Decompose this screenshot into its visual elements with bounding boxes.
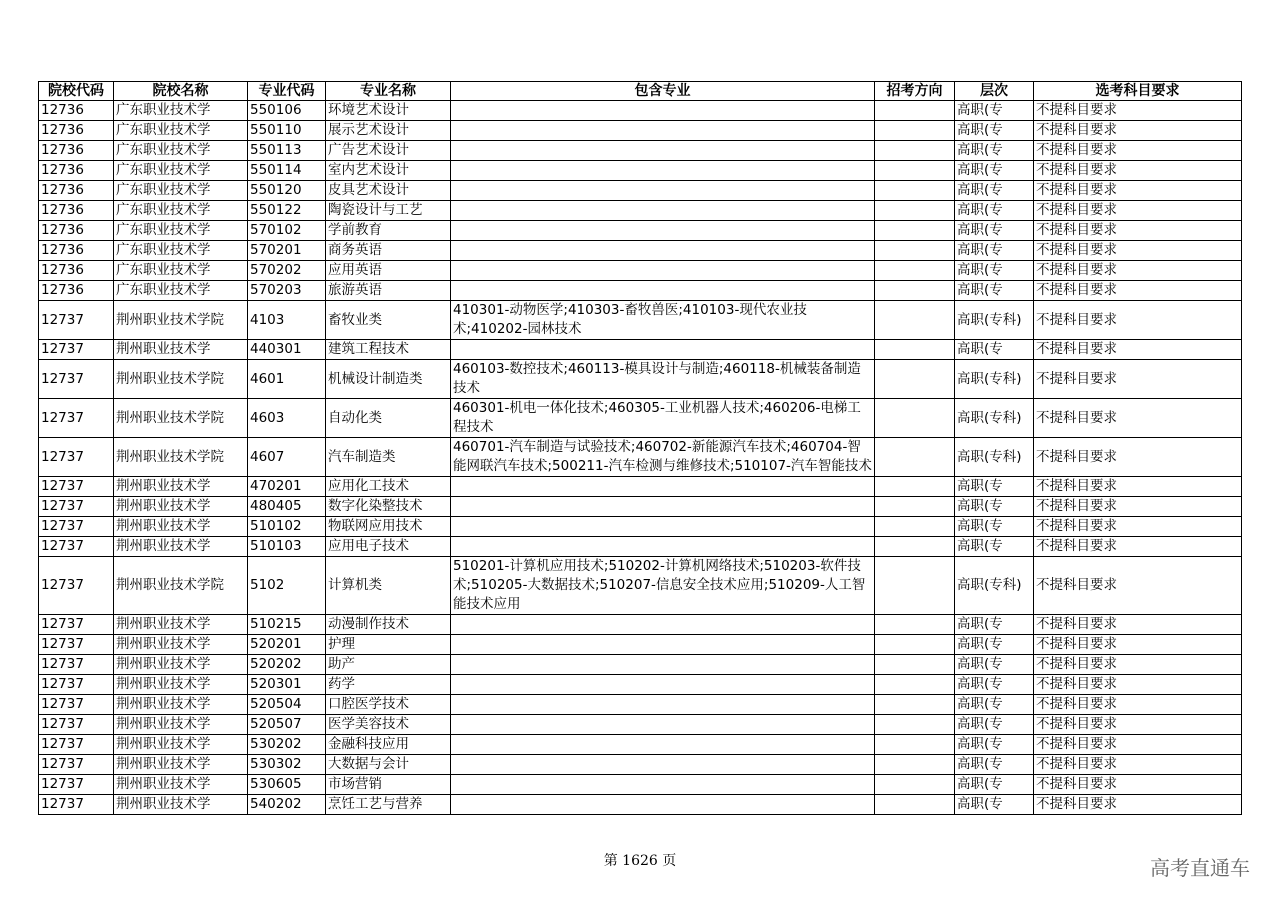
cell-included-majors: [451, 181, 875, 201]
cell-included-majors: [451, 477, 875, 497]
cell-subject-requirement: 不提科目要求: [1034, 101, 1242, 121]
cell-level: 高职(专: [955, 695, 1034, 715]
table-row: [39, 101, 1242, 121]
cell-level: 高职(专: [955, 181, 1034, 201]
cell-major-name: 展示艺术设计: [326, 121, 451, 141]
cell-school-name: 广东职业技术学: [114, 221, 248, 241]
header-school-code: 院校代码: [39, 82, 114, 101]
table-row: [39, 181, 1242, 201]
cell-school-code: 12737: [39, 557, 114, 615]
cell-major-name: 皮具艺术设计: [326, 181, 451, 201]
cell-major-code: 550114: [248, 161, 326, 181]
cell-included-majors: 410301-动物医学;410303-畜牧兽医;410103-现代农业技术;410202-园林技术: [451, 301, 875, 340]
table-row: [39, 340, 1242, 360]
cell-level: 高职(专科): [955, 399, 1034, 438]
cell-level: 高职(专: [955, 497, 1034, 517]
cell-level: 高职(专: [955, 161, 1034, 181]
header-direction: 招考方向: [875, 82, 955, 101]
cell-major-code: 4603: [248, 399, 326, 438]
cell-subject-requirement: 不提科目要求: [1034, 399, 1242, 438]
cell-major-name: 口腔医学技术: [326, 695, 451, 715]
cell-school-code: 12737: [39, 655, 114, 675]
table-row: [39, 537, 1242, 557]
cell-major-code: 550106: [248, 101, 326, 121]
cell-included-majors: 510201-计算机应用技术;510202-计算机网络技术;510203-软件技术;510205-大数据技术;510207-信息安全技术应用;510209-人工智能技术应用: [451, 557, 875, 615]
cell-subject-requirement: 不提科目要求: [1034, 261, 1242, 281]
cell-included-majors: [451, 755, 875, 775]
cell-school-name: 广东职业技术学: [114, 201, 248, 221]
cell-major-code: 530302: [248, 755, 326, 775]
cell-level: 高职(专: [955, 101, 1034, 121]
cell-school-name: 荆州职业技术学: [114, 497, 248, 517]
cell-school-code: 12737: [39, 438, 114, 477]
cell-major-name: 商务英语: [326, 241, 451, 261]
cell-major-name: 计算机类: [326, 557, 451, 615]
cell-major-code: 520301: [248, 675, 326, 695]
cell-school-code: 12737: [39, 615, 114, 635]
cell-school-name: 荆州职业技术学: [114, 795, 248, 815]
cell-school-code: 12737: [39, 399, 114, 438]
cell-included-majors: 460701-汽车制造与试验技术;460702-新能源汽车技术;460704-智能网联汽车技术;500211-汽车检测与维修技术;510107-汽车智能技术: [451, 438, 875, 477]
cell-subject-requirement: 不提科目要求: [1034, 497, 1242, 517]
cell-major-code: 550120: [248, 181, 326, 201]
table-row: [39, 261, 1242, 281]
cell-major-code: 520504: [248, 695, 326, 715]
cell-school-name: 荆州职业技术学: [114, 517, 248, 537]
table-row: [39, 635, 1242, 655]
cell-direction: [875, 261, 955, 281]
cell-subject-requirement: 不提科目要求: [1034, 635, 1242, 655]
cell-major-name: 环境艺术设计: [326, 101, 451, 121]
cell-direction: [875, 715, 955, 735]
cell-school-code: 12736: [39, 221, 114, 241]
header-included-majors: 包含专业: [451, 82, 875, 101]
cell-school-code: 12737: [39, 695, 114, 715]
table-row: [39, 615, 1242, 635]
cell-major-code: 440301: [248, 340, 326, 360]
table-row: [39, 655, 1242, 675]
cell-school-name: 荆州职业技术学: [114, 635, 248, 655]
cell-major-code: 530605: [248, 775, 326, 795]
cell-school-name: 荆州职业技术学院: [114, 557, 248, 615]
cell-major-name: 动漫制作技术: [326, 615, 451, 635]
cell-included-majors: [451, 735, 875, 755]
cell-level: 高职(专: [955, 261, 1034, 281]
cell-direction: [875, 635, 955, 655]
cell-subject-requirement: 不提科目要求: [1034, 281, 1242, 301]
cell-level: 高职(专: [955, 755, 1034, 775]
cell-school-name: 荆州职业技术学: [114, 655, 248, 675]
cell-direction: [875, 695, 955, 715]
cell-major-name: 畜牧业类: [326, 301, 451, 340]
table-row: [39, 281, 1242, 301]
cell-school-code: 12737: [39, 735, 114, 755]
cell-direction: [875, 438, 955, 477]
table-row: [39, 715, 1242, 735]
cell-major-code: 4103: [248, 301, 326, 340]
cell-major-code: 570201: [248, 241, 326, 261]
cell-school-name: 广东职业技术学: [114, 281, 248, 301]
cell-subject-requirement: 不提科目要求: [1034, 537, 1242, 557]
cell-level: 高职(专: [955, 121, 1034, 141]
cell-major-code: 520202: [248, 655, 326, 675]
cell-direction: [875, 755, 955, 775]
cell-direction: [875, 399, 955, 438]
cell-included-majors: [451, 161, 875, 181]
cell-direction: [875, 655, 955, 675]
cell-direction: [875, 141, 955, 161]
header-level: 层次: [955, 82, 1034, 101]
cell-major-name: 汽车制造类: [326, 438, 451, 477]
cell-major-name: 机械设计制造类: [326, 360, 451, 399]
cell-major-code: 570102: [248, 221, 326, 241]
cell-major-code: 4607: [248, 438, 326, 477]
cell-school-code: 12737: [39, 775, 114, 795]
cell-major-name: 护理: [326, 635, 451, 655]
cell-level: 高职(专科): [955, 301, 1034, 340]
cell-included-majors: [451, 635, 875, 655]
cell-major-name: 助产: [326, 655, 451, 675]
cell-direction: [875, 121, 955, 141]
cell-major-code: 550110: [248, 121, 326, 141]
cell-school-code: 12736: [39, 261, 114, 281]
cell-included-majors: 460301-机电一体化技术;460305-工业机器人技术;460206-电梯工程技术: [451, 399, 875, 438]
table-row: [39, 221, 1242, 241]
cell-level: 高职(专: [955, 517, 1034, 537]
cell-subject-requirement: 不提科目要求: [1034, 340, 1242, 360]
table-row: [39, 360, 1242, 399]
cell-major-name: 建筑工程技术: [326, 340, 451, 360]
cell-included-majors: [451, 201, 875, 221]
table-row: [39, 557, 1242, 615]
cell-direction: [875, 101, 955, 121]
cell-major-name: 金融科技应用: [326, 735, 451, 755]
cell-school-code: 12736: [39, 161, 114, 181]
cell-major-name: 物联网应用技术: [326, 517, 451, 537]
cell-level: 高职(专: [955, 241, 1034, 261]
cell-level: 高职(专: [955, 477, 1034, 497]
cell-subject-requirement: 不提科目要求: [1034, 517, 1242, 537]
cell-school-code: 12737: [39, 360, 114, 399]
cell-major-code: 520201: [248, 635, 326, 655]
cell-included-majors: 460103-数控技术;460113-模具设计与制造;460118-机械装备制造技术: [451, 360, 875, 399]
cell-school-name: 荆州职业技术学院: [114, 438, 248, 477]
cell-subject-requirement: 不提科目要求: [1034, 161, 1242, 181]
cell-subject-requirement: 不提科目要求: [1034, 477, 1242, 497]
cell-subject-requirement: 不提科目要求: [1034, 735, 1242, 755]
cell-included-majors: [451, 675, 875, 695]
header-school-name: 院校名称: [114, 82, 248, 101]
table-row: [39, 301, 1242, 340]
cell-school-name: 广东职业技术学: [114, 121, 248, 141]
cell-subject-requirement: 不提科目要求: [1034, 360, 1242, 399]
cell-subject-requirement: 不提科目要求: [1034, 655, 1242, 675]
cell-school-name: 荆州职业技术学: [114, 695, 248, 715]
cell-subject-requirement: 不提科目要求: [1034, 121, 1242, 141]
cell-direction: [875, 477, 955, 497]
cell-level: 高职(专科): [955, 360, 1034, 399]
table-row: [39, 161, 1242, 181]
cell-major-name: 广告艺术设计: [326, 141, 451, 161]
cell-major-code: 5102: [248, 557, 326, 615]
table-row: [39, 121, 1242, 141]
cell-major-code: 520507: [248, 715, 326, 735]
cell-school-code: 12736: [39, 121, 114, 141]
cell-major-code: 550113: [248, 141, 326, 161]
cell-school-name: 荆州职业技术学: [114, 735, 248, 755]
cell-included-majors: [451, 221, 875, 241]
cell-included-majors: [451, 537, 875, 557]
cell-school-name: 荆州职业技术学院: [114, 301, 248, 340]
cell-included-majors: [451, 615, 875, 635]
cell-school-name: 荆州职业技术学: [114, 675, 248, 695]
cell-school-code: 12737: [39, 477, 114, 497]
cell-direction: [875, 340, 955, 360]
table-row: [39, 497, 1242, 517]
cell-level: 高职(专: [955, 675, 1034, 695]
cell-included-majors: [451, 795, 875, 815]
cell-level: 高职(专: [955, 655, 1034, 675]
cell-included-majors: [451, 241, 875, 261]
cell-major-name: 市场营销: [326, 775, 451, 795]
cell-school-name: 荆州职业技术学院: [114, 360, 248, 399]
cell-level: 高职(专: [955, 735, 1034, 755]
cell-major-name: 大数据与会计: [326, 755, 451, 775]
header-row: [39, 82, 1242, 101]
cell-subject-requirement: 不提科目要求: [1034, 301, 1242, 340]
watermark: 高考直通车: [1150, 856, 1250, 880]
cell-subject-requirement: 不提科目要求: [1034, 141, 1242, 161]
cell-major-code: 570203: [248, 281, 326, 301]
cell-direction: [875, 735, 955, 755]
cell-subject-requirement: 不提科目要求: [1034, 201, 1242, 221]
cell-direction: [875, 161, 955, 181]
cell-school-name: 荆州职业技术学: [114, 537, 248, 557]
cell-level: 高职(专: [955, 537, 1034, 557]
cell-school-code: 12737: [39, 675, 114, 695]
cell-included-majors: [451, 497, 875, 517]
cell-direction: [875, 675, 955, 695]
cell-major-name: 烹饪工艺与营养: [326, 795, 451, 815]
cell-school-name: 广东职业技术学: [114, 101, 248, 121]
cell-major-name: 医学美容技术: [326, 715, 451, 735]
cell-major-code: 540202: [248, 795, 326, 815]
cell-direction: [875, 201, 955, 221]
cell-school-code: 12736: [39, 101, 114, 121]
cell-direction: [875, 557, 955, 615]
cell-included-majors: [451, 775, 875, 795]
cell-subject-requirement: 不提科目要求: [1034, 775, 1242, 795]
cell-level: 高职(专: [955, 795, 1034, 815]
cell-major-name: 应用电子技术: [326, 537, 451, 557]
cell-level: 高职(专: [955, 281, 1034, 301]
cell-included-majors: [451, 655, 875, 675]
cell-major-code: 570202: [248, 261, 326, 281]
cell-subject-requirement: 不提科目要求: [1034, 241, 1242, 261]
cell-direction: [875, 497, 955, 517]
cell-direction: [875, 615, 955, 635]
cell-major-name: 应用英语: [326, 261, 451, 281]
cell-included-majors: [451, 261, 875, 281]
table-row: [39, 477, 1242, 497]
cell-direction: [875, 795, 955, 815]
cell-level: 高职(专: [955, 340, 1034, 360]
cell-major-name: 药学: [326, 675, 451, 695]
cell-included-majors: [451, 695, 875, 715]
cell-level: 高职(专: [955, 615, 1034, 635]
cell-school-code: 12737: [39, 537, 114, 557]
cell-included-majors: [451, 281, 875, 301]
cell-school-name: 荆州职业技术学: [114, 615, 248, 635]
cell-subject-requirement: 不提科目要求: [1034, 557, 1242, 615]
cell-school-code: 12737: [39, 497, 114, 517]
cell-level: 高职(专: [955, 775, 1034, 795]
cell-school-name: 荆州职业技术学: [114, 775, 248, 795]
table-row: [39, 775, 1242, 795]
table-row: [39, 241, 1242, 261]
cell-school-code: 12737: [39, 340, 114, 360]
cell-school-name: 广东职业技术学: [114, 161, 248, 181]
table-row: [39, 795, 1242, 815]
cell-subject-requirement: 不提科目要求: [1034, 438, 1242, 477]
cell-included-majors: [451, 517, 875, 537]
header-subject-requirement: 选考科目要求: [1034, 82, 1242, 101]
page-number: 第 1626 页: [603, 853, 677, 869]
cell-direction: [875, 537, 955, 557]
cell-major-code: 550122: [248, 201, 326, 221]
cell-direction: [875, 301, 955, 340]
cell-school-name: 广东职业技术学: [114, 141, 248, 161]
cell-major-name: 应用化工技术: [326, 477, 451, 497]
cell-school-code: 12737: [39, 755, 114, 775]
cell-major-name: 自动化类: [326, 399, 451, 438]
cell-school-code: 12736: [39, 181, 114, 201]
cell-level: 高职(专: [955, 221, 1034, 241]
cell-level: 高职(专: [955, 635, 1034, 655]
cell-school-code: 12737: [39, 715, 114, 735]
cell-subject-requirement: 不提科目要求: [1034, 181, 1242, 201]
table-row: [39, 735, 1242, 755]
table-row: [39, 695, 1242, 715]
cell-school-name: 荆州职业技术学: [114, 715, 248, 735]
table-row: [39, 755, 1242, 775]
cell-school-code: 12736: [39, 201, 114, 221]
cell-direction: [875, 221, 955, 241]
cell-subject-requirement: 不提科目要求: [1034, 795, 1242, 815]
header-major-name: 专业名称: [326, 82, 451, 101]
cell-major-name: 学前教育: [326, 221, 451, 241]
cell-included-majors: [451, 121, 875, 141]
cell-direction: [875, 281, 955, 301]
cell-school-code: 12737: [39, 795, 114, 815]
table-row: [39, 517, 1242, 537]
cell-direction: [875, 181, 955, 201]
cell-subject-requirement: 不提科目要求: [1034, 675, 1242, 695]
cell-subject-requirement: 不提科目要求: [1034, 221, 1242, 241]
cell-included-majors: [451, 101, 875, 121]
cell-subject-requirement: 不提科目要求: [1034, 755, 1242, 775]
cell-included-majors: [451, 340, 875, 360]
cell-level: 高职(专科): [955, 438, 1034, 477]
table-row: [39, 675, 1242, 695]
cell-school-name: 荆州职业技术学: [114, 340, 248, 360]
cell-school-name: 荆州职业技术学: [114, 477, 248, 497]
cell-level: 高职(专: [955, 715, 1034, 735]
cell-major-name: 旅游英语: [326, 281, 451, 301]
cell-major-code: 4601: [248, 360, 326, 399]
header-major-code: 专业代码: [248, 82, 326, 101]
table-row: [39, 399, 1242, 438]
cell-school-name: 广东职业技术学: [114, 241, 248, 261]
cell-major-name: 陶瓷设计与工艺: [326, 201, 451, 221]
cell-major-code: 510103: [248, 537, 326, 557]
cell-included-majors: [451, 715, 875, 735]
cell-major-name: 数字化染整技术: [326, 497, 451, 517]
cell-school-name: 荆州职业技术学: [114, 755, 248, 775]
cell-subject-requirement: 不提科目要求: [1034, 615, 1242, 635]
cell-direction: [875, 517, 955, 537]
cell-school-name: 广东职业技术学: [114, 181, 248, 201]
cell-major-code: 510102: [248, 517, 326, 537]
cell-level: 高职(专科): [955, 557, 1034, 615]
cell-major-code: 530202: [248, 735, 326, 755]
cell-major-code: 470201: [248, 477, 326, 497]
cell-school-code: 12737: [39, 301, 114, 340]
table-row: [39, 141, 1242, 161]
cell-subject-requirement: 不提科目要求: [1034, 715, 1242, 735]
cell-direction: [875, 775, 955, 795]
cell-school-code: 12736: [39, 141, 114, 161]
cell-school-code: 12736: [39, 281, 114, 301]
cell-school-code: 12737: [39, 635, 114, 655]
cell-school-name: 广东职业技术学: [114, 261, 248, 281]
cell-major-code: 510215: [248, 615, 326, 635]
cell-subject-requirement: 不提科目要求: [1034, 695, 1242, 715]
table-row: [39, 201, 1242, 221]
cell-school-code: 12737: [39, 517, 114, 537]
cell-direction: [875, 241, 955, 261]
admissions-table: [38, 81, 1242, 815]
cell-school-code: 12736: [39, 241, 114, 261]
cell-level: 高职(专: [955, 141, 1034, 161]
cell-level: 高职(专: [955, 201, 1034, 221]
cell-direction: [875, 360, 955, 399]
cell-included-majors: [451, 141, 875, 161]
cell-major-code: 480405: [248, 497, 326, 517]
table-row: [39, 438, 1242, 477]
cell-major-name: 室内艺术设计: [326, 161, 451, 181]
cell-school-name: 荆州职业技术学院: [114, 399, 248, 438]
